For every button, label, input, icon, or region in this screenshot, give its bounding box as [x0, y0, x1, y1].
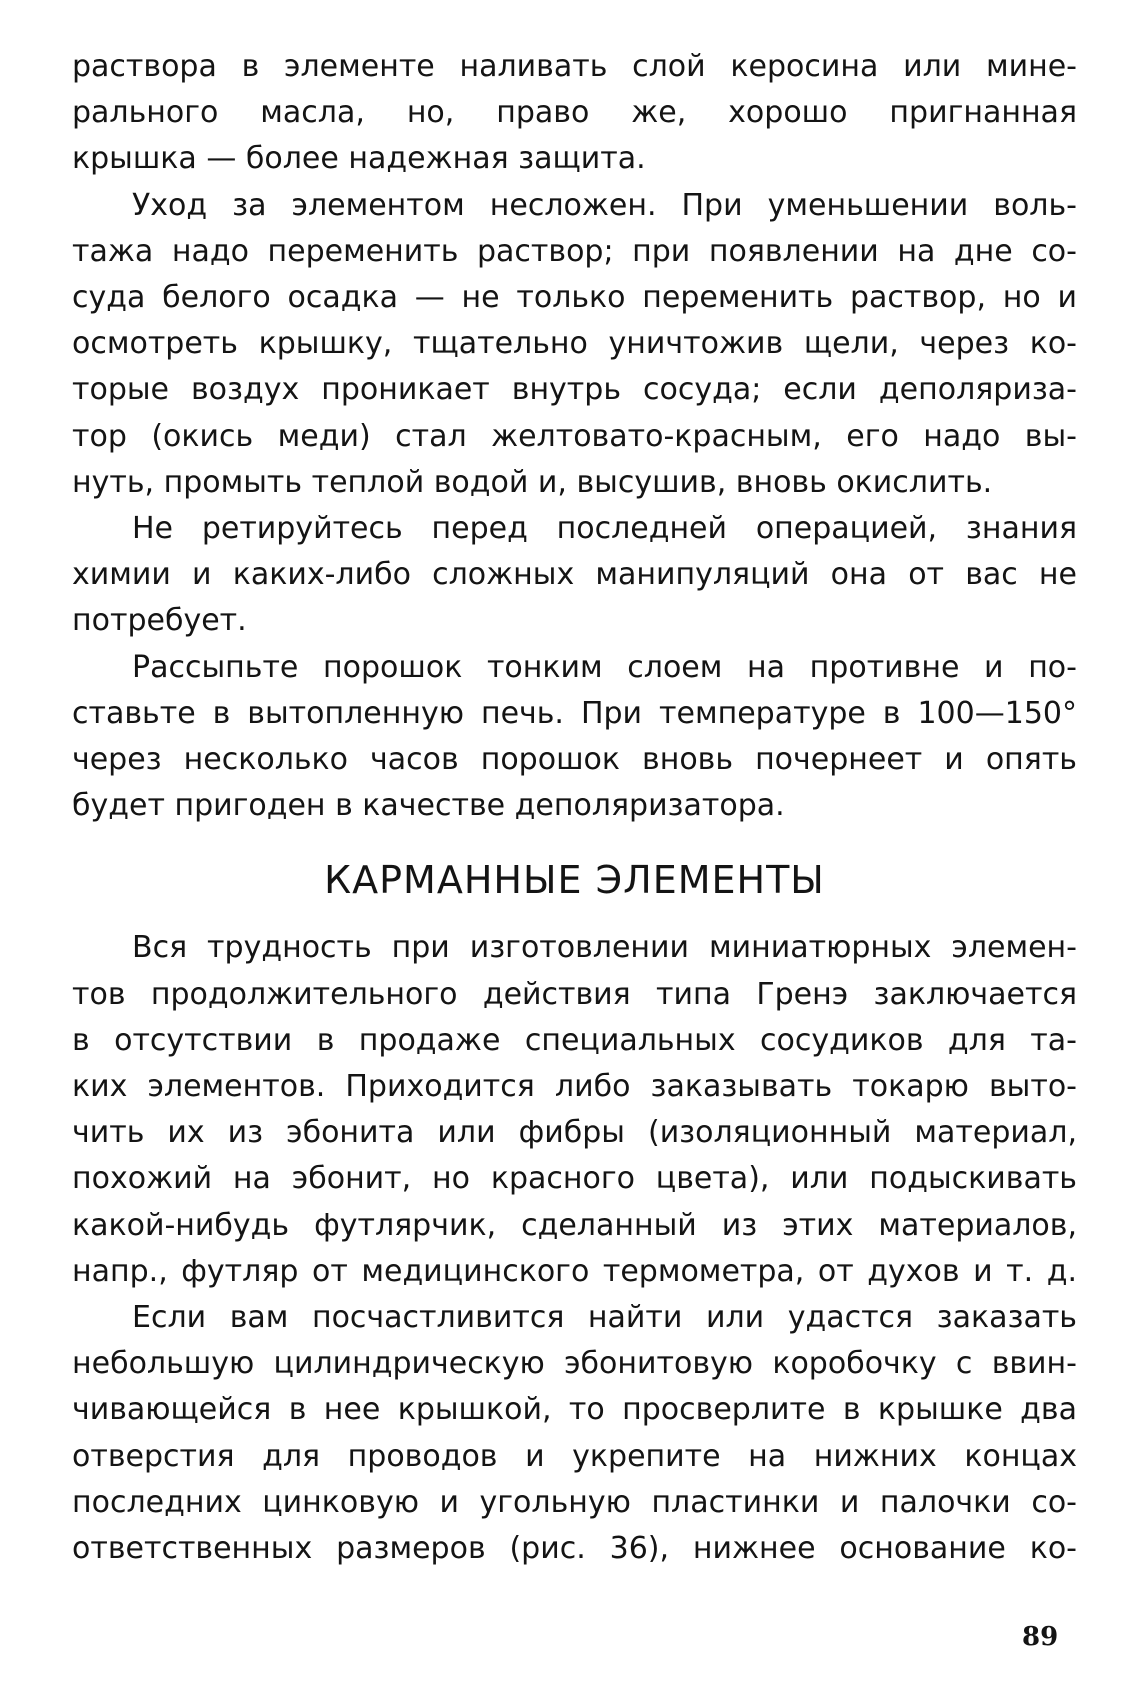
text-line: Вся трудность при изготовлении миниатюрных элемен- [132, 930, 1077, 966]
text-line: тажа надо переменить раствор; при появлении на дне со- [72, 233, 1077, 269]
text-line: ответственных размеров (рис. 36), нижнее основание ко- [72, 1531, 1077, 1567]
text-line: торые воздух проникает внутрь сосуда; если деполяриза- [72, 372, 1077, 408]
paragraph-6 [72, 1295, 1077, 1572]
text-line: напр., футляр от медицинского термометра, от духов и т. д. [72, 1253, 1077, 1289]
paragraph-2 [72, 183, 1077, 506]
paragraph-5 [72, 925, 1077, 1295]
text-line: ставьте в вытопленную печь. При температуре в 100—150° [72, 695, 1077, 731]
text-line: рального масла, но, право же, хорошо пригнанная [72, 95, 1077, 131]
section-heading: КАРМАННЫЕ ЭЛЕМЕНТЫ [324, 858, 825, 903]
text-line: Уход за элементом несложен. При уменьшении воль- [132, 187, 1077, 223]
text-line: тор (окись меди) стал желтовато-красным, его надо вы- [72, 418, 1077, 454]
text-line: похожий на эбонит, но красного цвета), или подыскивать [72, 1161, 1077, 1197]
text-line: чивающейся в нее крышкой, то просверлите в крышке два [72, 1392, 1077, 1428]
text-line: будет пригоден в качестве деполяризатора. [72, 788, 785, 824]
text-line: в отсутствии в продаже специальных сосудиков для та- [72, 1022, 1077, 1058]
text-line: через несколько часов порошок вновь почернеет и опять [72, 742, 1077, 778]
text-line: осмотреть крышку, тщательно уничтожив щели, через ко- [72, 326, 1077, 362]
text-line: тов продолжительного действия типа Гренэ заключается [72, 976, 1077, 1012]
text-line: крышка — более надежная защита. [72, 141, 646, 177]
text-line: отверстия для проводов и укрепите на нижних концах [72, 1438, 1077, 1474]
text-line: чить их из эбонита или фибры (изоляционный материал, [72, 1115, 1077, 1151]
text-line: небольшую цилиндрическую эбонитовую коробочку с ввин- [72, 1346, 1077, 1382]
paragraph-1 [72, 44, 1077, 183]
page-number: 89 [1022, 1622, 1059, 1652]
text-line: Не ретируйтесь перед последней операцией, знания [132, 511, 1077, 547]
text-line: нуть, промыть теплой водой и, высушив, вновь окислить. [72, 464, 993, 500]
paragraph-3 [72, 506, 1077, 645]
paragraph-4 [72, 645, 1077, 830]
text-line: раствора в элементе наливать слой керосина или мине- [72, 49, 1077, 84]
text-line: химии и каких-либо сложных манипуляций она от вас не [72, 557, 1077, 593]
text-line: Если вам посчастливится найти или удастся заказать [132, 1300, 1077, 1336]
text-line: последних цинковую и угольную пластинки и палочки со- [72, 1484, 1077, 1520]
text-line: какой-нибудь футлярчик, сделанный из этих материалов, [72, 1207, 1077, 1243]
page-body [72, 44, 1077, 1572]
text-line: потребует. [72, 603, 247, 639]
text-line: суда белого осадка — не только переменить раствор, но и [72, 280, 1077, 316]
text-line: Рассыпьте порошок тонким слоем на противне и по- [132, 649, 1077, 685]
text-line: ких элементов. Приходится либо заказывать токарю выто- [72, 1069, 1077, 1105]
